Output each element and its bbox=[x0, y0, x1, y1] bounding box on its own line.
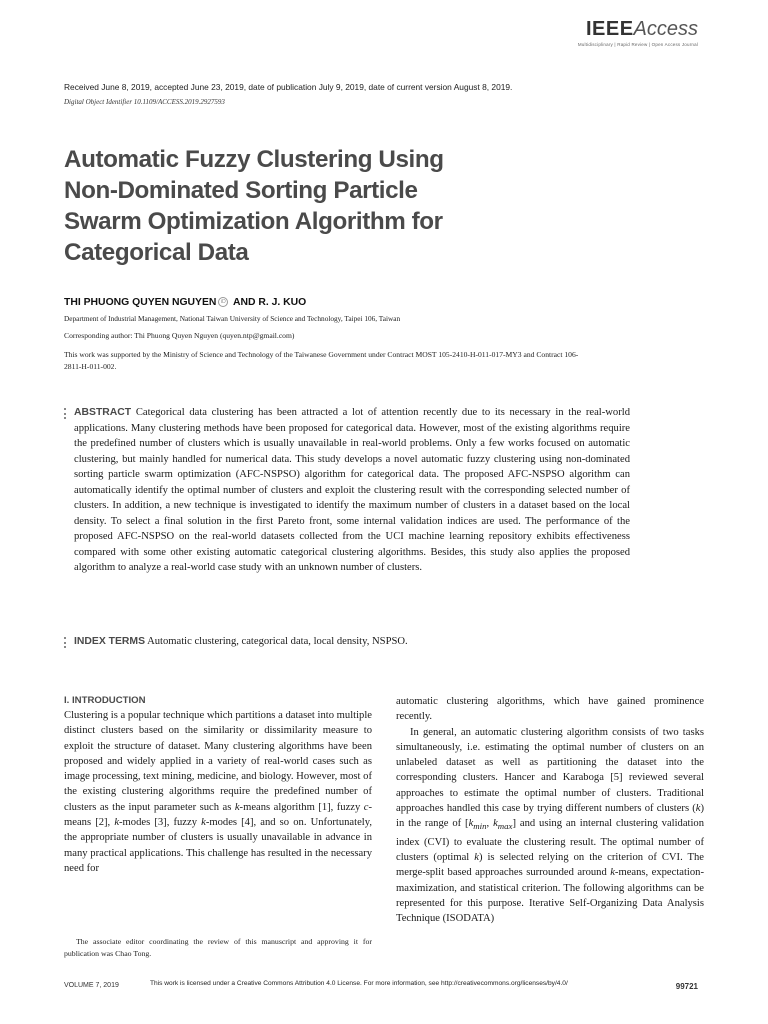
corresponding-author: Corresponding author: Thi Phuong Quyen Nguyen (quyen.ntp@gmail.com) bbox=[64, 331, 295, 340]
body-column-left bbox=[64, 694, 372, 876]
intro-paragraph-2: In general, an automatic clustering algorithm consists of two tasks simultaneously, i.e. estimating the optimal number of clusters on an unlabeled dataset as well as partitioning the dataset into the corresponding clusters. Hancer and Karaboga [5] reviewed several approaches to estimate the optimal number of clusters. Traditional approaches handled this case by trying different numbers of clusters (k) in the range of [$k_{min}$, $k_{max}$] and using an internal clustering validation index (CVI) to evaluate the clustering result. The optimal number of clusters (optimal k) is selected relying on the criterion of CVI. The merge-split based approaches surrounded around k-means, expectation-maximization, and statistical criterion. The following algorithms can be represented for this purpose. Iterative Self-Organizing Data Analysis Technique (ISODATA) bbox=[396, 726, 705, 925]
funding-statement: This work was supported by the Ministry of Science and Technology of the Taiwanese Government under Contract MOST 105-2410-H-011-017-MY3 and Contract 106-2811-H-011-002. bbox=[64, 350, 579, 371]
editor-footnote: The associate editor coordinating the review of this manuscript and approving it for publication was Chao Tong. bbox=[64, 937, 372, 958]
logo-tagline: Multidisciplinary | Rapid Review | Open Access Journal bbox=[577, 42, 698, 47]
paper-title: Automatic Fuzzy Clustering Using Non-Dominated Sorting Particle Swarm Optimization Algorithm for Categorical Data bbox=[64, 146, 444, 266]
abstract-marker-icon bbox=[64, 408, 67, 422]
affiliation: Department of Industrial Management, National Taiwan University of Science and Technology, Taipei 106, Taiwan bbox=[64, 314, 401, 323]
intro-paragraph-1: Clustering is a popular technique which partitions a dataset into multiple distinct clusters based on the similarity or dissimilarity measure to exploit the structure of dataset. Many clustering algorithms have been proposed and widely applied in a variety of real-world cases such as image processing, text mining, medicine, and biology. However, most of the existing clustering algorithms require the predefined number of clusters as the input parameter such as k-means algorithm [1], fuzzy c-means [2], k-modes [3], fuzzy k-modes [4], and so on. Unfortunately, the appropriate number of clusters is usually unavailable in advance in many practical applications. This challenge has resulted in the necessary need for bbox=[64, 710, 373, 874]
journal-logo bbox=[578, 18, 698, 47]
section-heading: I. INTRODUCTION bbox=[64, 695, 146, 706]
logo-ieee-text: IEEE bbox=[585, 18, 634, 40]
index-terms-block bbox=[64, 634, 630, 649]
footer-license[interactable]: This work is licensed under a Creative Commons Attribution 4.0 License. For more information, see http://creativecommons.org/licenses/by/4.0/ bbox=[150, 980, 568, 987]
abstract-block bbox=[64, 405, 630, 576]
footer-volume: VOLUME 7, 2019 bbox=[64, 982, 119, 989]
received-dates: Received June 8, 2019, accepted June 23, 2019, date of publication July 9, 2019, date of current version August 8, 2019. bbox=[64, 82, 513, 92]
index-terms-marker-icon bbox=[64, 637, 67, 651]
doi-line: Digital Object Identifier 10.1109/ACCESS.2019.2927593 bbox=[64, 98, 225, 106]
index-terms-label: INDEX TERMS bbox=[74, 636, 146, 647]
footer-page-number: 99721 bbox=[675, 982, 698, 991]
intro-paragraph-continued: automatic clustering algorithms, which have gained prominence recently. bbox=[396, 696, 704, 723]
logo-access-text: Access bbox=[633, 18, 698, 40]
index-terms-text: Automatic clustering, categorical data, local density, NSPSO. bbox=[147, 636, 408, 647]
author-2: AND R. J. KUO bbox=[232, 297, 307, 308]
orcid-icon[interactable]: iD bbox=[218, 297, 228, 307]
body-column-right bbox=[396, 694, 704, 927]
abstract-text: Categorical data clustering has been attracted a lot of attention recently due to its necessary in the real-world applications. Many clustering methods have been proposed for categorical data. However, most of the existing algorithms require the predefined number of clusters which is usually unavailable in real-world problems. Only a few works focused on automatic clustering, but mainly handled for numerical data. This study develops a novel automatic fuzzy clustering using non-dominated sorting particle swarm optimization (AFC-NSPSO) algorithm for categorical data. The proposed AFC-NSPSO algorithm can automatically identify the optimal number of clusters and exploit the clustering result with the corresponding selected number of clusters. In addition, a new technique is investigated to identify the maximum number of clusters in a dataset based on the local density. To select a final solution in the first Pareto front, some internal validation indices are used. The performance of the proposed AFC-NSPSO on the real-world datasets collected from the UCI machine learning repository exhibits effectiveness compared with some other existing automatic categorical clustering algorithms. Besides, this study also applies the proposed algorithm to analyze a real-world case study with an unknown number of clusters. bbox=[74, 407, 630, 573]
author-line bbox=[64, 297, 306, 308]
abstract-label: ABSTRACT bbox=[74, 407, 132, 418]
author-1: THI PHUONG QUYEN NGUYEN bbox=[64, 297, 217, 308]
